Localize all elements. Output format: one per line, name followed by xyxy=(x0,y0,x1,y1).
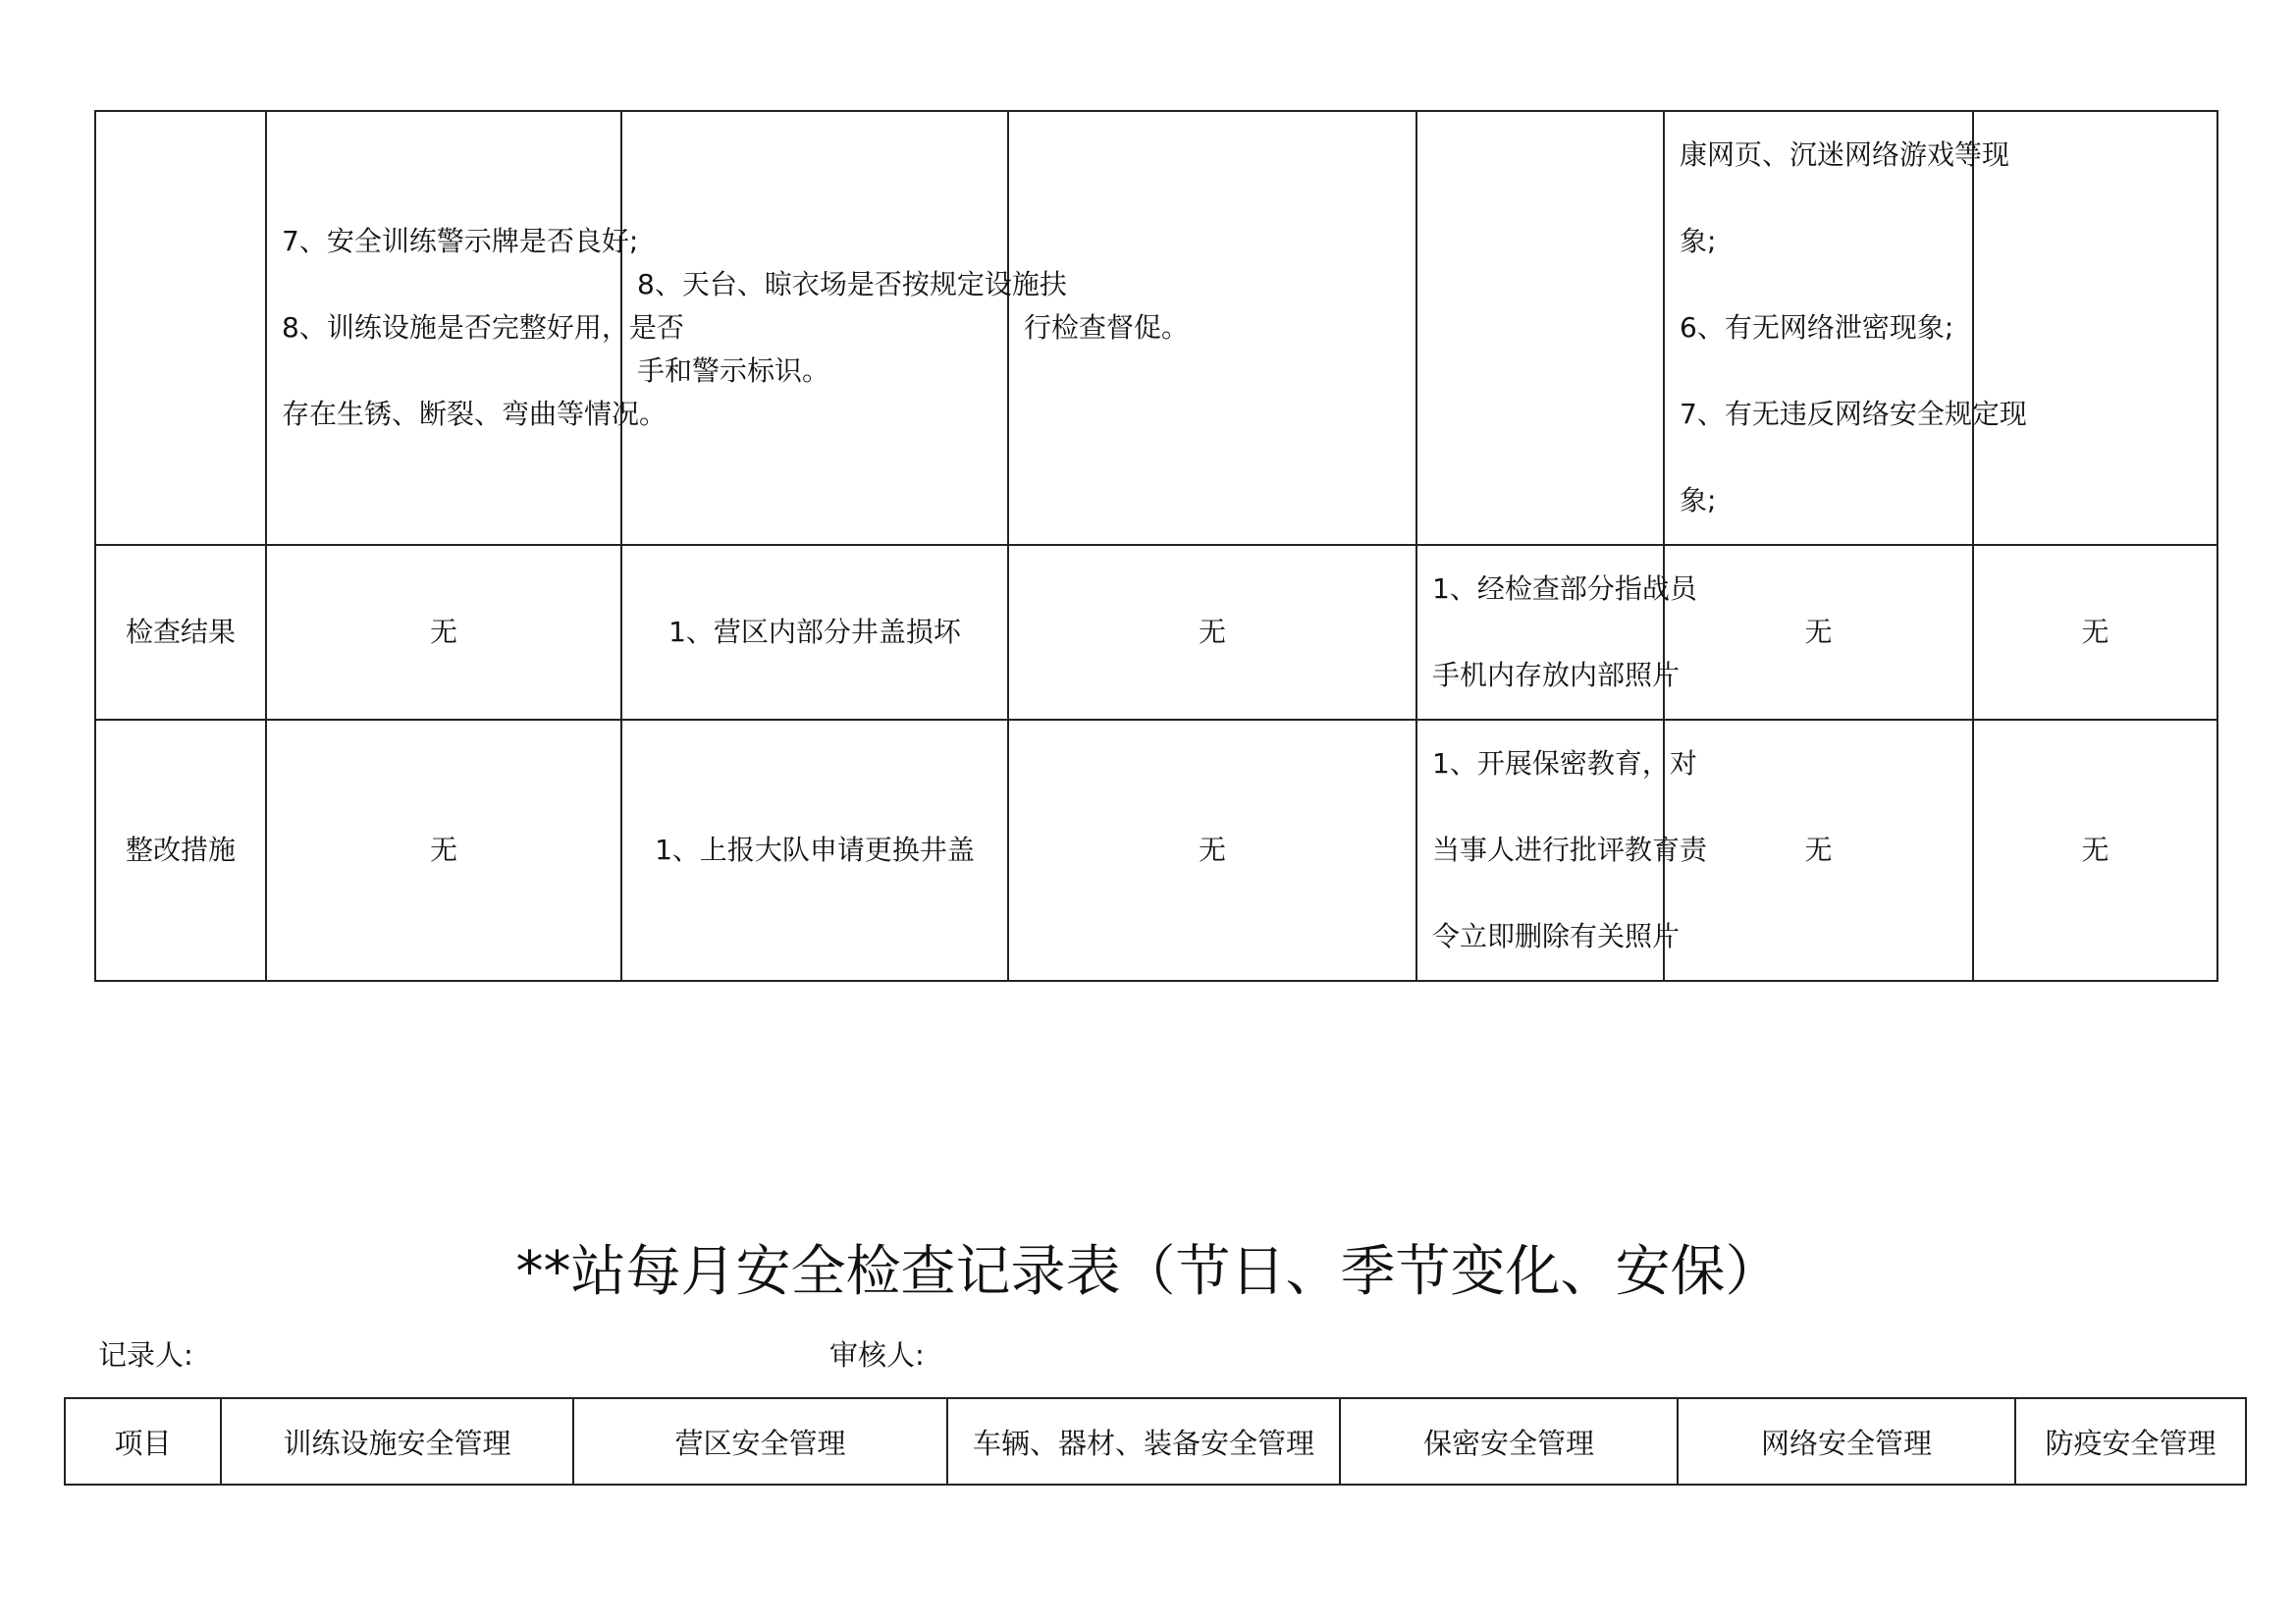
cell-network-items xyxy=(1664,111,2027,545)
cell-epidemic-rectify: 无 xyxy=(1973,720,2217,981)
cell-vehicle-result: 无 xyxy=(1008,545,1416,720)
row-label-rectification: 整改措施 xyxy=(95,720,266,981)
header-vehicle: 车辆、器材、装备安全管理 xyxy=(947,1398,1340,1485)
text-line: 8、训练设施是否完整好用，是否 xyxy=(282,311,684,344)
text-line: 7、安全训练警示牌是否良好; xyxy=(282,225,639,257)
text-line: 康网页、沉迷网络游戏等现 xyxy=(1680,138,2010,171)
text-line: 当事人进行批评教育责 xyxy=(1432,834,1708,866)
cell-network-result: 无 xyxy=(1664,545,1973,720)
header-item: 项目 xyxy=(65,1398,221,1485)
recorder-label: 记录人: xyxy=(98,1338,193,1372)
text-line: 手机内存放内部照片 xyxy=(1432,659,1681,691)
row-label-results: 检查结果 xyxy=(95,545,266,720)
header-secrecy: 保密安全管理 xyxy=(1340,1398,1678,1485)
cell-secrecy-result xyxy=(1416,545,1697,720)
cell-vehicle-items xyxy=(1008,111,1416,545)
text-line: 7、有无违反网络安全规定现 xyxy=(1680,398,2027,430)
reviewer-label: 审核人: xyxy=(829,1338,925,1372)
header-training: 训练设施安全管理 xyxy=(221,1398,573,1485)
inspection-table-header xyxy=(64,1397,2247,1486)
cell-training-rectify: 无 xyxy=(266,720,621,981)
cell-network-rectify: 无 xyxy=(1664,720,1973,981)
text-line: 存在生锈、断裂、弯曲等情况。 xyxy=(282,398,667,430)
text-line: 8、天台、晾衣场是否按规定设施扶 xyxy=(637,268,1067,300)
cell-secrecy-rectify xyxy=(1416,720,1708,981)
text-line: 1、开展保密教育，对 xyxy=(1432,747,1697,780)
text-line: 1、经检查部分指战员 xyxy=(1432,572,1697,605)
header-epidemic: 防疫安全管理 xyxy=(2015,1398,2246,1485)
text-line: 象; xyxy=(1680,484,1717,516)
text-line: 行检查督促。 xyxy=(1024,311,1190,344)
cell-training-items xyxy=(266,111,684,545)
table-header-row xyxy=(65,1398,2246,1485)
cell-epidemic-items xyxy=(1973,111,2217,545)
inspection-table-continued xyxy=(94,110,2218,982)
header-camp: 营区安全管理 xyxy=(573,1398,947,1485)
cell-secrecy-items xyxy=(1416,111,1664,545)
cell-vehicle-rectify: 无 xyxy=(1008,720,1416,981)
table-row-results xyxy=(95,545,2217,720)
header-network: 网络安全管理 xyxy=(1678,1398,2015,1485)
cell-training-result: 无 xyxy=(266,545,621,720)
text-line: 6、有无网络泄密现象; xyxy=(1680,311,1954,344)
text-line: 象; xyxy=(1680,225,1717,257)
cell-epidemic-result: 无 xyxy=(1973,545,2217,720)
table-row-items xyxy=(95,111,2217,545)
text-line: 手和警示标识。 xyxy=(637,354,830,387)
cell-camp-items xyxy=(621,111,1067,545)
cell-camp-result: 1、营区内部分井盖损坏 xyxy=(621,545,1008,720)
cell-item-label xyxy=(95,111,266,545)
document-title: **站每月安全检查记录表（节日、季节变化、安保） xyxy=(515,1240,1781,1304)
table-row-rectification xyxy=(95,720,2217,981)
text-line: 令立即删除有关照片 xyxy=(1432,920,1681,952)
cell-camp-rectify: 1、上报大队申请更换井盖 xyxy=(621,720,1008,981)
